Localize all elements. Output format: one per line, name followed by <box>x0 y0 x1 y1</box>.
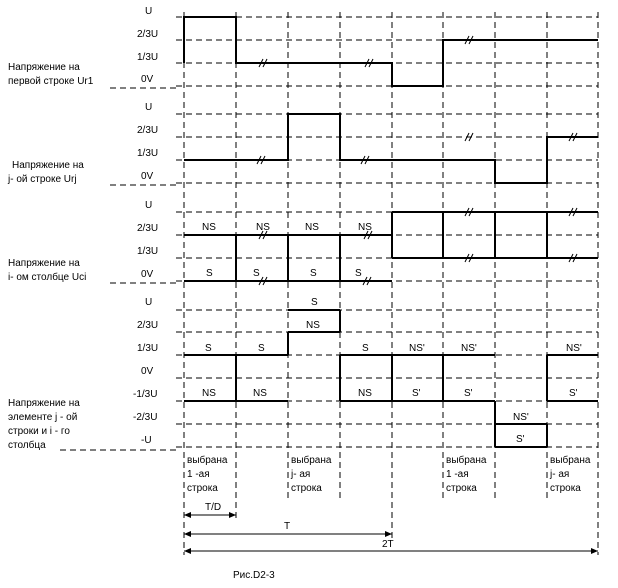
p3-ns-4: NS <box>358 222 372 233</box>
panel4-label-line4: столбца <box>8 440 46 451</box>
p4-s-1: S <box>205 343 212 354</box>
p4-sp-3: S' <box>569 388 578 399</box>
p4-ns-top: NS <box>306 320 320 331</box>
p4-sp-2: S' <box>464 388 473 399</box>
note4-line1: выбрана <box>550 455 591 466</box>
note3-line1: выбрана <box>446 455 487 466</box>
note3-line3: строка <box>446 483 477 494</box>
panel-first-row <box>8 6 598 88</box>
t-label: T <box>284 521 291 532</box>
p4-sp-1: S' <box>412 388 421 399</box>
note3-line2: 1 -ая <box>446 469 469 480</box>
note4-line2: j- ая <box>550 469 570 480</box>
panel3-break-marks <box>259 208 577 285</box>
panel2-gridlines <box>176 114 598 183</box>
p3-ns-1: NS <box>202 222 216 233</box>
panel4-gridlines <box>176 310 598 447</box>
panel4-level-2-3u: 2/3U <box>137 320 159 331</box>
p3-ns-2: NS <box>256 222 270 233</box>
time-dimensions <box>184 502 598 554</box>
panel3-level-0v: 0V <box>141 269 154 280</box>
panel3-level-u: U <box>145 200 153 211</box>
p3-s-1: S <box>206 268 213 279</box>
panel3-level-1-3u: 1/3U <box>137 246 159 257</box>
panel-jth-row <box>7 102 598 185</box>
panel1-waveform <box>184 17 598 86</box>
panel3-label-line2: i- ом столбце Uci <box>8 272 87 283</box>
p4-ns-3: NS <box>358 388 372 399</box>
td-arrow <box>184 502 236 518</box>
p4-sp-low: S' <box>516 434 525 445</box>
vertical-gridlines <box>184 12 598 555</box>
p4-s-2: S <box>258 343 265 354</box>
panel2-waveform <box>184 114 598 183</box>
p4-nsp-1: NS' <box>409 343 425 354</box>
2t-arrow <box>184 539 598 554</box>
td-label: T/D <box>205 502 222 513</box>
panel4-level-neg-u: -U <box>141 435 152 446</box>
panel2-label-line2: j- ой строке Urj <box>8 174 77 185</box>
figure-caption: Рис.D2-3 <box>233 570 275 581</box>
p4-s-3: S <box>362 343 369 354</box>
panel4-level-neg-1-3u: -1/3U <box>133 389 158 400</box>
p3-s-3: S <box>310 268 317 279</box>
panel1-level-u: U <box>145 6 153 17</box>
panel-ith-column <box>8 200 598 285</box>
p4-nsp-3: NS' <box>566 343 582 354</box>
p4-nsp-low: NS' <box>513 412 529 423</box>
panel4-level-u: U <box>145 297 153 308</box>
panel2-level-2-3u: 2/3U <box>137 125 159 136</box>
p4-ns-2: NS <box>253 388 267 399</box>
panel4-level-neg-2-3u: -2/3U <box>133 412 158 423</box>
panel2-label-line1: Напряжение на <box>12 160 84 171</box>
p4-nsp-2: NS' <box>461 343 477 354</box>
p3-s-4: S <box>355 268 362 279</box>
p3-s-2: S <box>253 268 260 279</box>
t-arrow <box>184 521 392 537</box>
panel4-label-line3: строки и i - го <box>8 426 70 437</box>
note2-line2: j- ая <box>291 469 311 480</box>
panel1-level-2-3u: 2/3U <box>137 29 159 40</box>
panel4-level-0v: 0V <box>141 366 154 377</box>
panel3-gridlines <box>176 212 598 281</box>
panel1-gridlines <box>176 17 598 86</box>
panel1-label-line1: Напряжение на <box>8 62 80 73</box>
note2-line3: строка <box>291 483 322 494</box>
panel1-label-line2: первой строке Ur1 <box>8 76 94 87</box>
note1-line3: строка <box>187 483 218 494</box>
selection-notes <box>187 454 591 494</box>
panel2-level-u: U <box>145 102 153 113</box>
p4-ns-1: NS <box>202 388 216 399</box>
panel3-waveform <box>184 212 598 281</box>
panel2-level-0v: 0V <box>141 171 154 182</box>
panel3-label-line1: Напряжение на <box>8 258 80 269</box>
note4-line3: строка <box>550 483 581 494</box>
p4-s-top: S <box>311 297 318 308</box>
panel-element <box>8 297 598 451</box>
note1-line2: 1 -ая <box>187 469 210 480</box>
p3-ns-3: NS <box>305 222 319 233</box>
panel4-level-1-3u: 1/3U <box>137 343 159 354</box>
2t-label: 2T <box>382 539 394 550</box>
panel4-label-line1: Напряжение на <box>8 398 80 409</box>
panel4-label-line2: элементе j - ой <box>8 412 78 423</box>
panel1-level-0v: 0V <box>141 74 154 85</box>
note1-line1: выбрана <box>187 455 228 466</box>
note2-line1: выбрана <box>291 455 332 466</box>
panel1-level-1-3u: 1/3U <box>137 52 159 63</box>
panel2-level-1-3u: 1/3U <box>137 148 159 159</box>
panel3-level-2-3u: 2/3U <box>137 223 159 234</box>
